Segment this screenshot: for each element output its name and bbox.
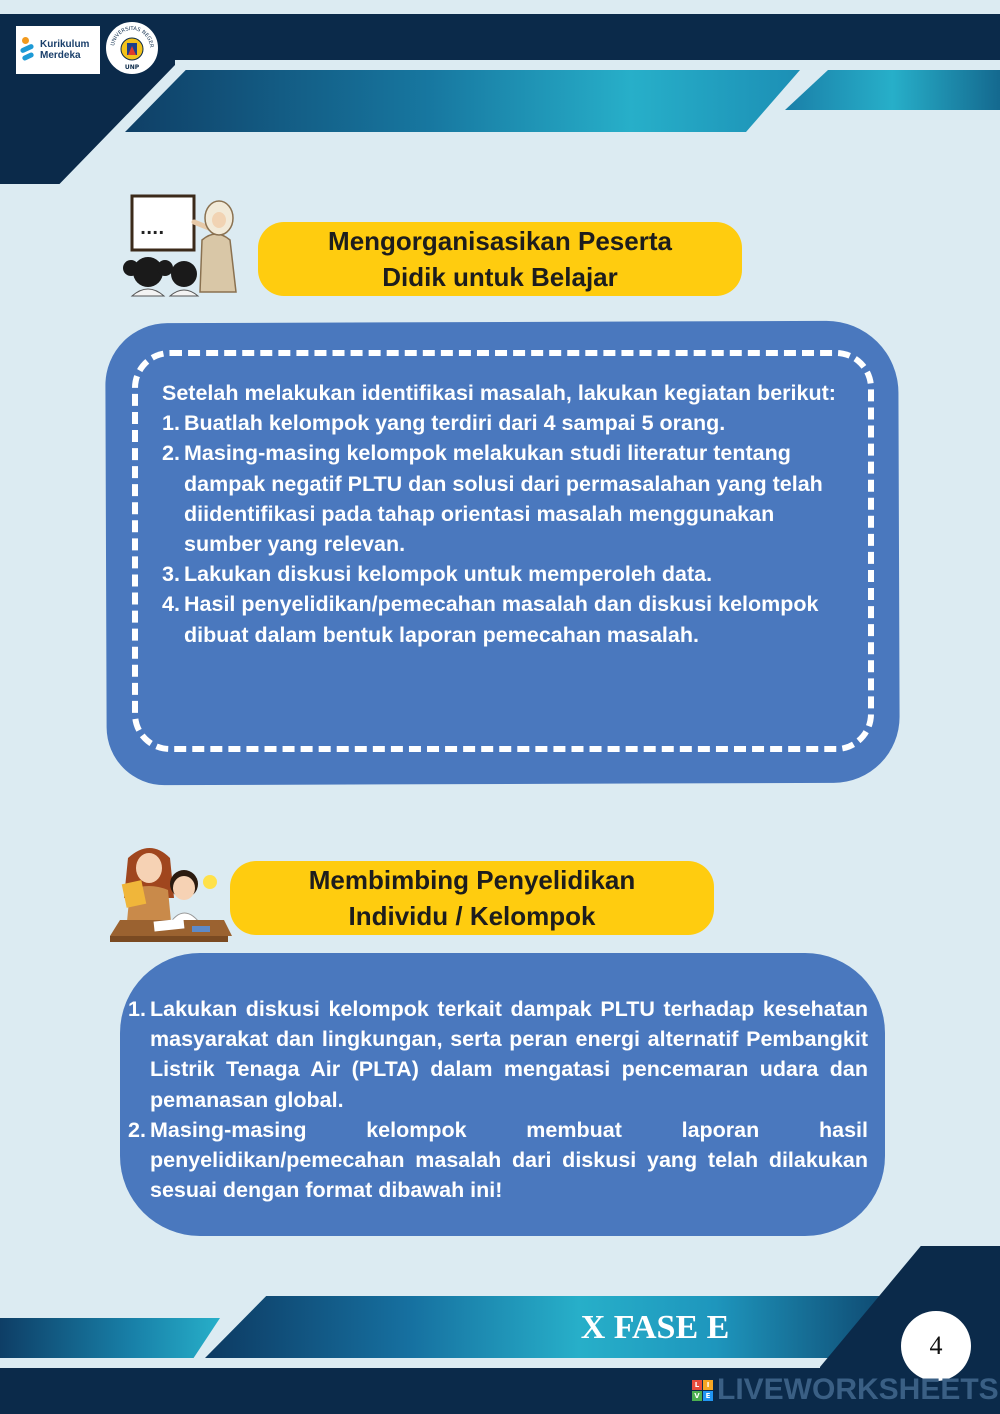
- section2-heading-line1: Membimbing Penyelidikan: [308, 865, 636, 895]
- section1-heading-line1: Mengorganisasikan Peserta: [328, 226, 672, 256]
- list-item: 2. Masing-masing kelompok membuat laporan hasil penyelidikan/pemecahan masalah dari diskusi yang telah dilakukan sesuai dengan format dibawah ini!: [128, 1117, 868, 1203]
- logo-text-line1: Kurikulum: [40, 39, 90, 50]
- section2-content: [128, 994, 868, 1205]
- section1-content: [162, 378, 852, 650]
- section2-heading-line2: Individu / Kelompok: [348, 901, 596, 931]
- list-item: 4. Hasil penyelidikan/pemecahan masalah dan diskusi kelompok dibuat dalam bentuk laporan pemecahan masalah.: [162, 592, 819, 647]
- kurikulum-merdeka-logo: [16, 26, 100, 74]
- footer-stripe: [205, 1296, 885, 1358]
- unp-seal-icon: [106, 22, 158, 74]
- teacher-student-illustration: [110, 842, 232, 944]
- page-number: 4: [901, 1311, 971, 1381]
- unp-seal-logo: [104, 20, 160, 76]
- footer-stripe-left: [0, 1318, 220, 1358]
- kurikulum-mark-icon: [20, 35, 36, 65]
- section1-heading-line2: Didik untuk Belajar: [382, 262, 618, 292]
- seal-arc-text: UNIVERSITAS NEGER: [110, 25, 155, 48]
- section1-heading: [258, 222, 742, 296]
- seal-abbr: UNP: [124, 64, 140, 71]
- section1-intro: Setelah melakukan identifikasi masalah, lakukan kegiatan berikut:: [162, 381, 836, 405]
- liveworksheets-watermark[interactable]: [692, 1374, 999, 1406]
- logo-text-line2: Merdeka: [40, 50, 81, 61]
- section1-list: [162, 408, 852, 650]
- list-item: 3. Lakukan diskusi kelompok untuk memperoleh data.: [162, 562, 713, 587]
- section2-list: [128, 994, 868, 1205]
- watermark-text: LIVEWORKSHEETS: [717, 1373, 999, 1406]
- lightbulb-icon: [203, 875, 217, 889]
- teacher-board-illustration: [122, 192, 244, 298]
- student-head-icon-2: [171, 261, 197, 287]
- section2-heading: [230, 861, 714, 935]
- list-item: 1. Lakukan diskusi kelompok terkait dampak PLTU terhadap kesehatan masyarakat dan lingkungan, serta peran energi alternatif Pembangkit Listrik Tenaga Air (PLTA) dalam mengatasi pencemaran udara dan pemanasan global.: [128, 997, 868, 1112]
- header-stripe-small: [785, 70, 1000, 110]
- liveworksheets-logo-icon: L I V E: [692, 1380, 713, 1401]
- list-item: 2. Masing-masing kelompok melakukan studi literatur tentang dampak negatif PLTU dan solusi dari permasalahan yang telah diidentifikasi pada tahap orientasi masalah menggunakan sumber yang relevan.: [162, 441, 823, 557]
- list-item: 1. Buatlah kelompok yang terdiri dari 4 sampai 5 orang.: [162, 411, 726, 436]
- board-text: ....: [140, 219, 165, 238]
- header-stripe: [125, 70, 800, 132]
- class-phase-label: X FASE E: [580, 1309, 730, 1346]
